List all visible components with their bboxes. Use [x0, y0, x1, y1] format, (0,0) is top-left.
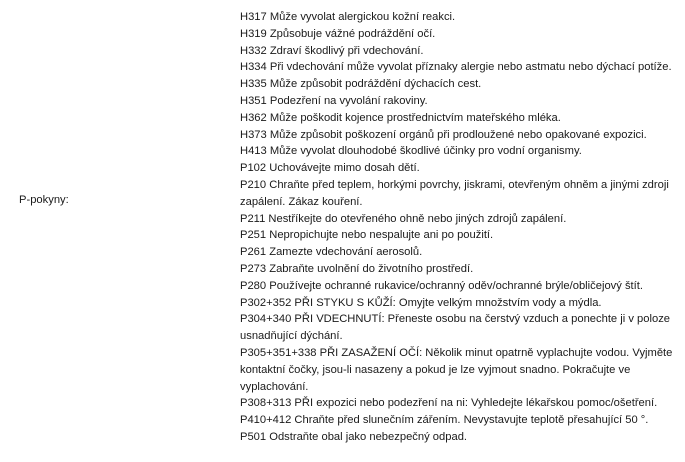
statement-line: P302+352 PŘI STYKU S KŮŽÍ: Omyjte velkým množstvím vody a mýdla.: [240, 296, 602, 309]
statement-line: vyplachování.: [240, 380, 309, 393]
statement-item: [240, 227, 680, 244]
statement-line: H413 Může vyvolat dlouhodobé škodlivé účinky pro vodní organismy.: [240, 145, 582, 158]
statement-item: [240, 76, 680, 93]
statement-line: H335 Může způsobit podráždění dýchacích cest.: [240, 78, 482, 91]
statement-line: kontaktní čočky, jsou-li nasazeny a pokud je lze vyjmout snadno. Pokračujte ve: [240, 363, 631, 376]
statement-item: [240, 93, 680, 110]
statement-line: P251 Nepropichujte nebo nespalujte ani po použití.: [240, 229, 494, 242]
statement-item: [240, 429, 680, 446]
statement-item: [240, 160, 680, 177]
hazard-precautionary-statements-list: [240, 9, 680, 446]
statement-item: [240, 43, 680, 60]
statement-line: P261 Zamezte vdechování aerosolů.: [240, 246, 423, 259]
statement-line: H362 Může poškodit kojence prostřednictvím mateřského mléka.: [240, 111, 561, 124]
statement-line: zapálení. Zákaz kouření.: [240, 195, 363, 208]
statement-line: usnadňující dýchání.: [240, 330, 343, 343]
statement-item: [240, 59, 680, 76]
statement-item: [240, 9, 680, 26]
statement-line: P211 Nestříkejte do otevřeného ohně nebo jiných zdrojů zapálení.: [240, 212, 567, 225]
statement-item: [240, 26, 680, 43]
statement-line: P410+412 Chraňte před slunečním zářením. Nevystavujte teplotě přesahující 50 °.: [240, 414, 649, 427]
section-label: P-pokyny:: [19, 194, 69, 206]
statement-line: H334 Při vdechování může vyvolat příznaky alergie nebo astmatu nebo dýchací potíže.: [240, 61, 672, 74]
statement-item: [240, 127, 680, 144]
statement-line: H319 Způsobuje vážné podráždění očí.: [240, 27, 436, 40]
statement-item: [240, 211, 680, 228]
statement-line: P280 Používejte ochranné rukavice/ochranný oděv/ochranné brýle/obličejový štít.: [240, 279, 643, 292]
statement-item: [240, 244, 680, 261]
statement-item: [240, 261, 680, 278]
statement-item: [240, 110, 680, 127]
statement-item: [240, 295, 680, 312]
statement-line: P102 Uchovávejte mimo dosah dětí.: [240, 162, 420, 175]
statement-line: H332 Zdraví škodlivý při vdechování.: [240, 44, 424, 57]
statement-line: H373 Může způsobit poškození orgánů při prodloužené nebo opakované expozici.: [240, 128, 647, 141]
statement-line: P304+340 PŘI VDECHNUTÍ: Přeneste osobu na čerstvý vzduch a ponechte ji v poloze: [240, 313, 671, 326]
statement-item: [240, 395, 680, 412]
statement-item: [240, 412, 680, 429]
statement-line: P210 Chraňte před teplem, horkými povrchy, jiskrami, otevřeným ohněm a jinými zdroji: [240, 178, 669, 191]
statement-item: [240, 278, 680, 295]
statement-line: P305+351+338 PŘI ZASAŽENÍ OČÍ: Několik minut opatrně vyplachujte vodou. Vyjměte: [240, 346, 673, 359]
statement-line: H351 Podezření na vyvolání rakoviny.: [240, 94, 428, 107]
statement-line: P308+313 PŘI expozici nebo podezření na ni: Vyhledejte lékařskou pomoc/ošetření.: [240, 397, 658, 410]
statement-item: [240, 143, 680, 160]
statement-line: P501 Odstraňte obal jako nebezpečný odpad.: [240, 430, 468, 443]
statement-line: P273 Zabraňte uvolnění do životního prostředí.: [240, 262, 474, 275]
statement-item: [240, 177, 680, 211]
statement-item: [240, 311, 680, 345]
statement-line: H317 Může vyvolat alergickou kožní reakci.: [240, 11, 456, 23]
statement-item: [240, 345, 680, 395]
